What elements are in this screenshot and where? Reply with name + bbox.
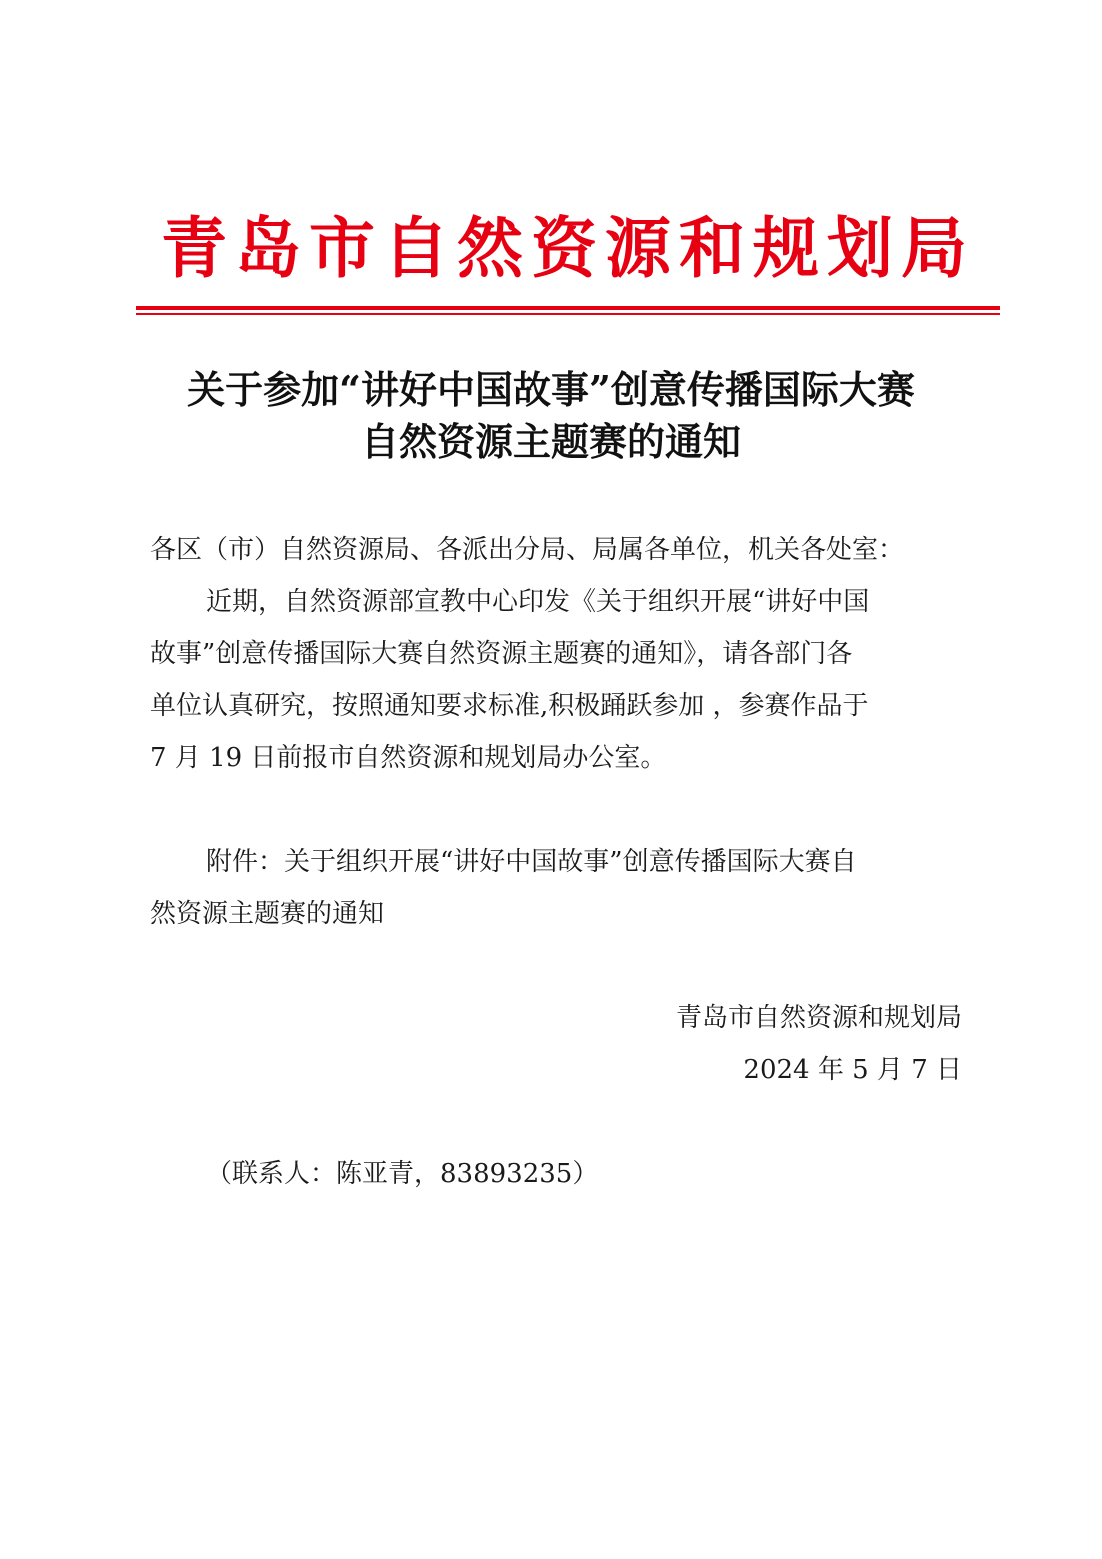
contact-info: （联系人：陈亚青，83893235） <box>206 1159 599 1189</box>
attachment-line: 附件：关于组织开展“讲好中国故事”创意传播国际大赛自 <box>206 847 857 877</box>
signature-organization: 青岛市自然资源和规划局 <box>675 1003 962 1033</box>
document-title-line-2: 自然资源主题赛的通知 <box>360 419 741 464</box>
red-header-rule-thick <box>136 306 1000 310</box>
red-header-rule-thin <box>136 313 1000 315</box>
salutation: 各区（市）自然资源局、各派出分局、局属各单位，机关各处室： <box>150 535 905 565</box>
body-paragraph-line: 单位认真研究，按照通知要求标准,积极踊跃参加 ，参赛作品于 <box>150 691 869 721</box>
body-paragraph-line: 7 月 19 日前报市自然资源和规划局办公室。 <box>150 743 667 773</box>
body-paragraph-line: 故事”创意传播国际大赛自然资源主题赛的通知》，请各部门各 <box>150 639 853 669</box>
issuing-authority-header: 青岛市自然资源和规划局 <box>161 209 975 287</box>
body-paragraph-line: 近期，自然资源部宣教中心印发《关于组织开展“讲好中国 <box>206 587 870 617</box>
attachment-line: 然资源主题赛的通知 <box>150 899 385 929</box>
signature-date: 2024 年 5 月 7 日 <box>743 1055 962 1085</box>
document-title-line-1: 关于参加“讲好中国故事”创意传播国际大赛 <box>187 367 915 412</box>
